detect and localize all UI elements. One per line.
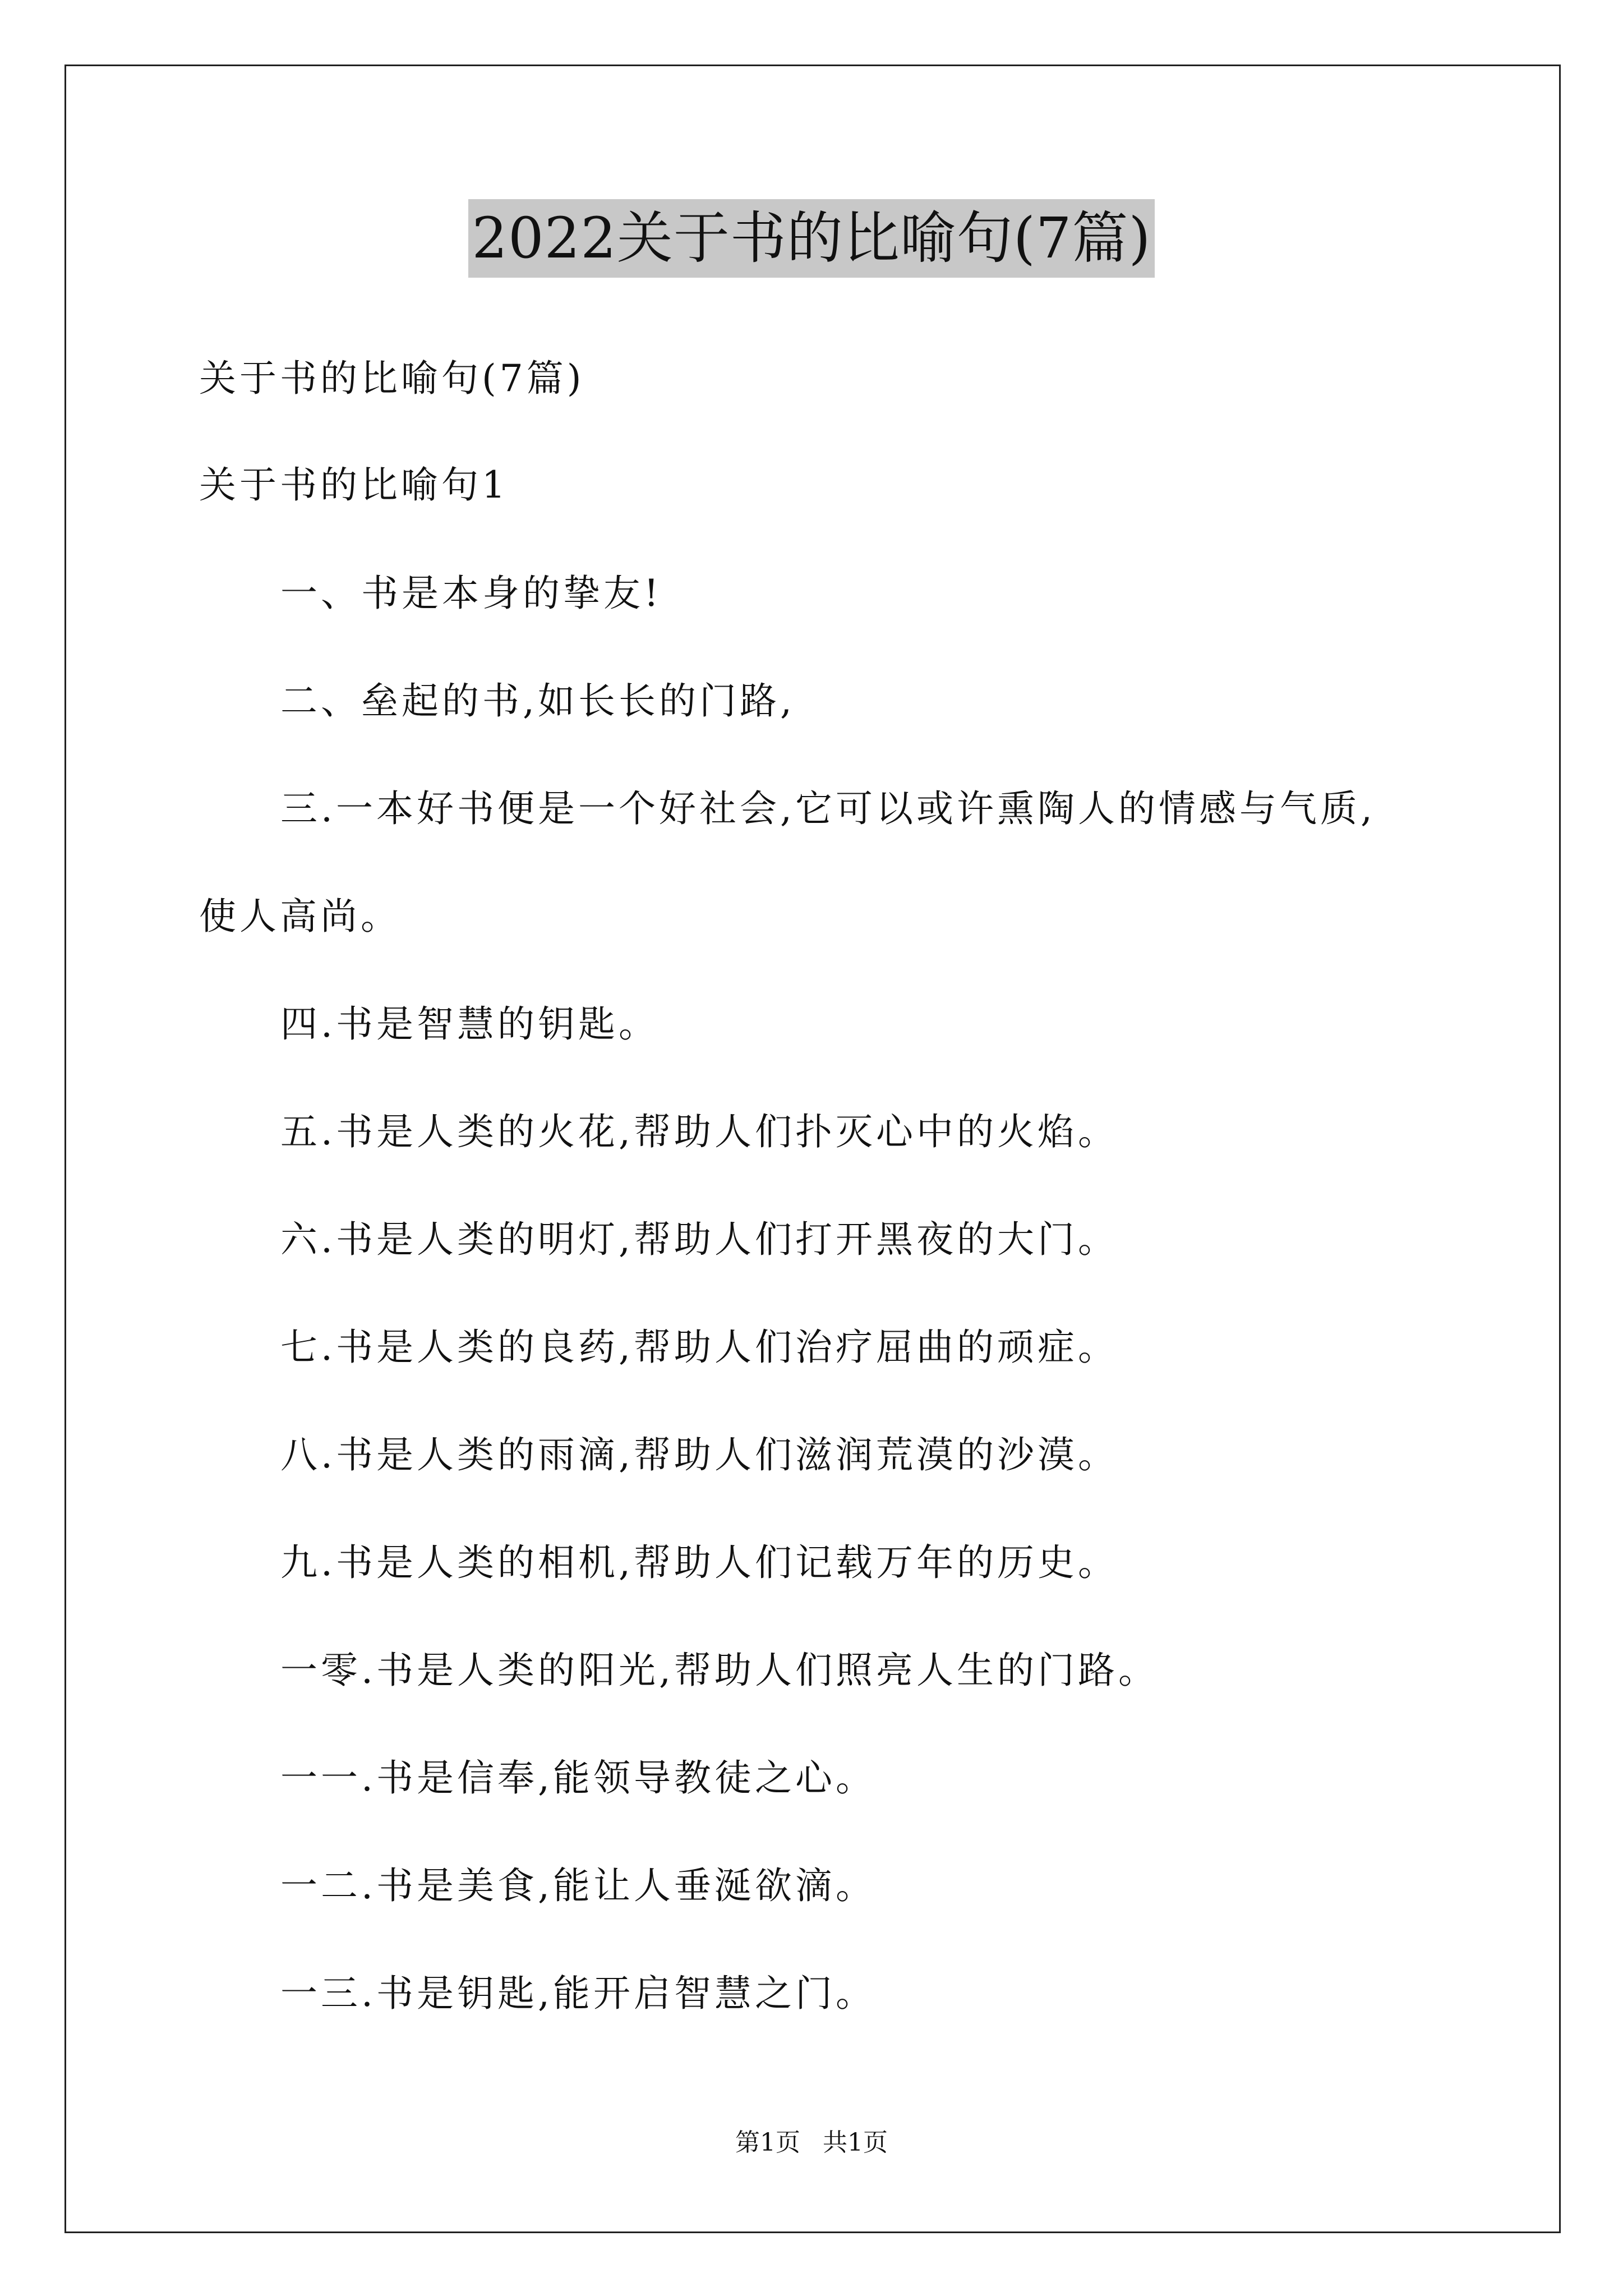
page-footer [0,2126,1623,2160]
paragraph-4: 四.书是智慧的钥匙。 [280,1002,659,1046]
paragraph-2: 二、垒起的书,如长长的门路, [280,679,795,723]
paragraph-10: 一零.书是人类的阳光,帮助人们照亮人生的门路。 [280,1649,1159,1692]
page-number: 第1页 [735,2128,800,2157]
title-container [0,199,1623,278]
paragraph-5: 五.书是人类的火花,帮助人们扑灭心中的火焰。 [280,1110,1118,1153]
section-heading: 关于书的比喻句1 [199,463,509,507]
document-title: 2022关于书的比喻句(7篇) [468,199,1154,278]
paragraph-6: 六.书是人类的明灯,帮助人们打开黑夜的大门。 [280,1218,1118,1261]
paragraph-9: 九.书是人类的相机,帮助人们记载万年的历史。 [280,1541,1118,1584]
document-subtitle: 关于书的比喻句(7篇) [199,357,585,400]
paragraph-1: 一、书是本身的挚友! [280,572,662,615]
paragraph-8: 八.书是人类的雨滴,帮助人们滋润荒漠的沙漠。 [280,1433,1118,1476]
paragraph-7: 七.书是人类的良药,帮助人们治疗屈曲的顽症。 [280,1326,1118,1369]
paragraph-3: 三.一本好书便是一个好社会,它可以或许熏陶人的情感与气质, [280,787,1376,830]
page-total: 共1页 [823,2128,888,2157]
paragraph-12: 一二.书是美食,能让人垂涎欲滴。 [280,1864,876,1907]
paragraph-3-continued: 使人高尚。 [199,895,401,938]
paragraph-13: 一三.书是钥匙,能开启智慧之门。 [280,1972,876,2015]
paragraph-11: 一一.书是信奉,能领导教徒之心。 [280,1756,876,1800]
